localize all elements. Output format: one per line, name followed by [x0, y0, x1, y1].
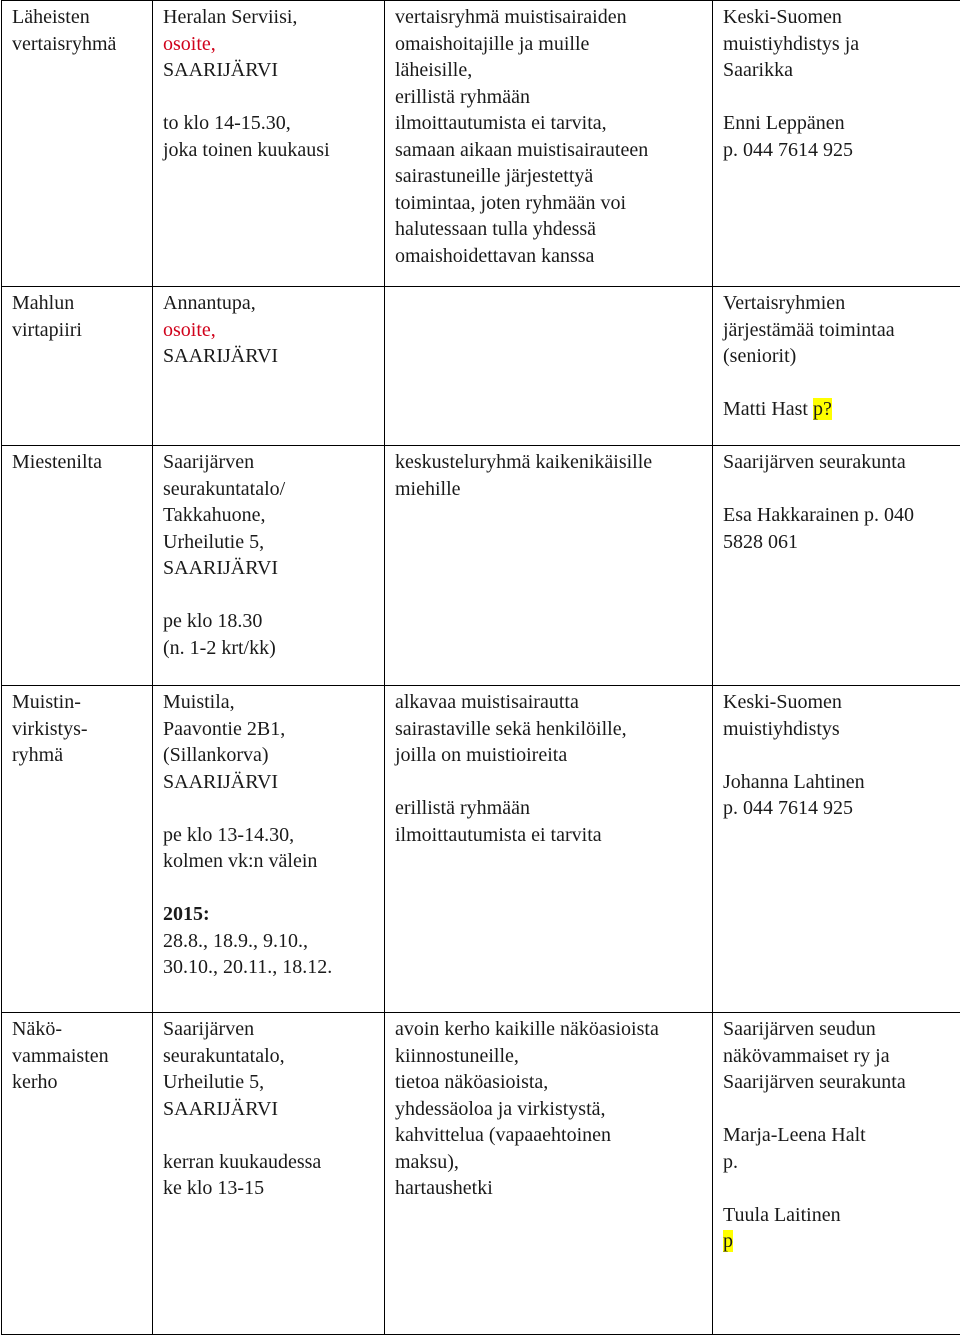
description: alkavaa muistisairautta sairastaville sekä henkilöille, joilla on muistioireita	[395, 691, 627, 766]
description-cell	[385, 1013, 713, 1335]
organizer: Saarijärven seudun näkövammaiset ry ja Saarijärven seurakunta	[723, 1018, 906, 1093]
table-row	[2, 287, 960, 446]
place-cell	[153, 1013, 385, 1335]
group-table	[1, 0, 960, 1335]
group-name: Muistin- virkistys- ryhmä	[12, 691, 88, 766]
meeting-time: pe klo 18.30 (n. 1-2 krt/kk)	[163, 610, 276, 659]
contact: Johanna Lahtinen p. 044 7614 925	[723, 770, 865, 819]
organizer: Vertaisryhmien järjestämää toimintaa (seniorit)	[723, 292, 895, 367]
year-label: 2015:	[163, 903, 210, 925]
table-row	[2, 446, 960, 686]
description: keskusteluryhmä kaikenikäisille miehille	[395, 451, 653, 500]
place-cell	[153, 1, 385, 287]
contact: Matti Hast p?	[723, 398, 832, 420]
description-note: erillistä ryhmään ilmoittautumista ei tarvita	[395, 797, 602, 846]
place: Heralan Serviisi, osoite, SAARIJÄRVI	[163, 6, 298, 81]
group-name: Näkö- vammaisten kerho	[12, 1018, 109, 1093]
description: avoin kerho kaikille näköasioista kiinnostuneille, tietoa näköasioista, yhdessäoloa ja virkistystä, kahvittelua (vapaaehtoinen maksu), hartaushetki	[395, 1018, 659, 1199]
contact: Enni Leppänen p. 044 7614 925	[723, 112, 853, 161]
meeting-time: kerran kuukaudessa ke klo 13-15	[163, 1150, 322, 1199]
description-cell	[385, 446, 713, 686]
meeting-time: to klo 14-15.30, joka toinen kuukausi	[163, 112, 330, 161]
meeting-time: pe klo 13-14.30, kolmen vk:n välein	[163, 823, 318, 872]
table-row	[2, 1, 960, 287]
description-cell	[385, 1, 713, 287]
organizer-cell	[713, 446, 960, 686]
group-name-cell	[2, 1013, 153, 1335]
group-name-cell	[2, 287, 153, 446]
organizer-cell	[713, 287, 960, 446]
contact: Esa Hakkarainen p. 040 5828 061	[723, 504, 915, 553]
organizer: Saarijärven seurakunta	[723, 451, 906, 473]
group-name-cell	[2, 446, 153, 686]
table-row	[2, 1013, 960, 1335]
place-cell	[153, 446, 385, 686]
description-cell	[385, 686, 713, 1013]
place: Annantupa, osoite, SAARIJÄRVI	[163, 292, 279, 367]
group-name-cell	[2, 686, 153, 1013]
meeting-dates: 2015: 28.8., 18.9., 9.10., 30.10., 20.11., 18.12.	[163, 903, 333, 978]
contact: Marja-Leena Halt p.	[723, 1124, 866, 1173]
table-row	[2, 686, 960, 1013]
place-cell	[153, 686, 385, 1013]
contact-secondary: Tuula Laitinen p	[723, 1203, 841, 1252]
group-name: Läheisten vertaisryhmä	[12, 6, 117, 55]
organizer-cell	[713, 686, 960, 1013]
group-name-cell	[2, 1, 153, 287]
organizer: Keski-Suomen muistiyhdistys ja Saarikka	[723, 6, 860, 81]
organizer-cell	[713, 1013, 960, 1335]
description-cell	[385, 287, 713, 446]
group-name: Miestenilta	[12, 451, 102, 473]
group-name: Mahlun virtapiiri	[12, 292, 82, 341]
place: Saarijärven seurakuntatalo, Urheilutie 5, SAARIJÄRVI	[163, 1018, 285, 1120]
description: vertaisryhmä muistisairaiden omaishoitajille ja muille läheisille, erillistä ryhmään ilmoittautumista ei tarvita, samaan aikaan muistisairauteen sairastuneille järjestettyä toimintaa, joten ryhmään voi halutessaan tulla yhdessä omaishoidettavan kanssa	[395, 6, 649, 267]
place: Muistila, Paavontie 2B1, (Sillankorva) SAARIJÄRVI	[163, 691, 286, 793]
organizer: Keski-Suomen muistiyhdistys	[723, 691, 842, 740]
place-cell	[153, 287, 385, 446]
place: Saarijärven seurakuntatalo/ Takkahuone, Urheilutie 5, SAARIJÄRVI	[163, 451, 286, 579]
organizer-cell	[713, 1, 960, 287]
